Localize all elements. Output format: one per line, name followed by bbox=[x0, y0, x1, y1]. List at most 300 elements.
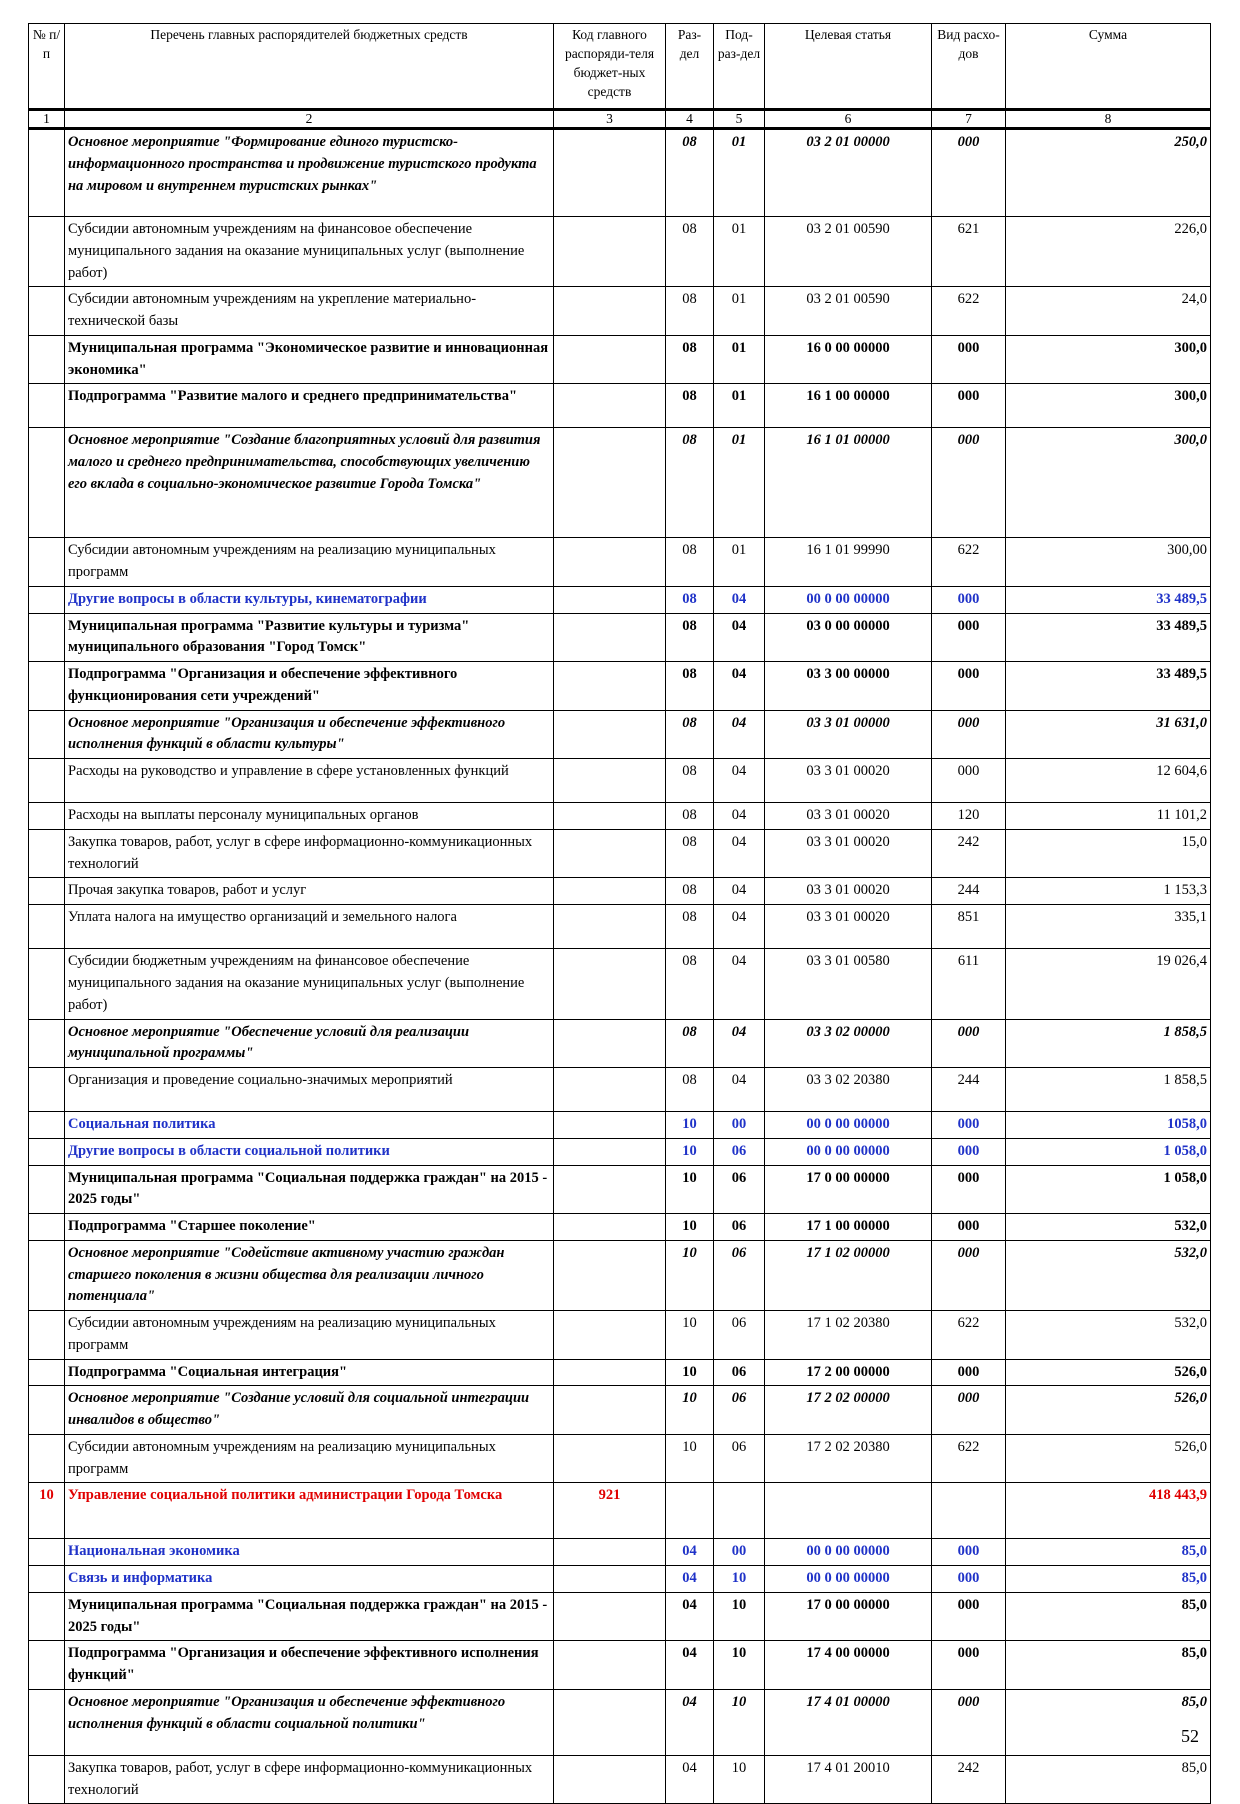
row-expense-type: 611 bbox=[932, 949, 1006, 1019]
row-expense-type: 000 bbox=[932, 1592, 1006, 1641]
row-subsection: 04 bbox=[714, 613, 765, 662]
row-number bbox=[29, 129, 65, 217]
row-sum: 300,0 bbox=[1006, 384, 1211, 428]
row-code bbox=[554, 129, 666, 217]
row-subsection: 01 bbox=[714, 287, 765, 336]
row-number bbox=[29, 428, 65, 538]
row-sum: 526,0 bbox=[1006, 1386, 1211, 1435]
row-target-article: 17 4 00 00000 bbox=[765, 1641, 932, 1690]
row-sum: 300,0 bbox=[1006, 428, 1211, 538]
row-subsection: 04 bbox=[714, 759, 765, 803]
row-subsection: 01 bbox=[714, 384, 765, 428]
row-sum: 1 858,5 bbox=[1006, 1068, 1211, 1112]
column-number: 7 bbox=[932, 110, 1006, 129]
row-section: 08 bbox=[666, 1019, 714, 1068]
budget-table bbox=[28, 23, 1211, 1804]
row-expense-type: 000 bbox=[932, 1386, 1006, 1435]
row-code bbox=[554, 829, 666, 878]
table-row bbox=[29, 1483, 1211, 1539]
row-target-article: 03 3 01 00020 bbox=[765, 803, 932, 830]
row-target-article: 03 0 00 00000 bbox=[765, 613, 932, 662]
table-row bbox=[29, 1138, 1211, 1165]
row-sum: 33 489,5 bbox=[1006, 662, 1211, 711]
row-name: Основное мероприятие "Формирование единого туристско-информационного пространства и продвижение туристского продукта на мировом и внутреннем туристских рынках" bbox=[65, 129, 554, 217]
row-sum: 19 026,4 bbox=[1006, 949, 1211, 1019]
table-row bbox=[29, 335, 1211, 384]
table-row bbox=[29, 1689, 1211, 1755]
row-target-article: 03 3 01 00020 bbox=[765, 829, 932, 878]
header-code: Код главного распоряди-теля бюджет-ных средств bbox=[554, 24, 666, 110]
row-section: 08 bbox=[666, 428, 714, 538]
table-row bbox=[29, 1386, 1211, 1435]
row-sum: 85,0 bbox=[1006, 1566, 1211, 1593]
table-row bbox=[29, 1240, 1211, 1310]
row-name: Подпрограмма "Развитие малого и среднего предпринимательства" bbox=[65, 384, 554, 428]
table-body bbox=[29, 129, 1211, 1804]
row-expense-type: 244 bbox=[932, 878, 1006, 905]
row-section: 08 bbox=[666, 662, 714, 711]
table-row bbox=[29, 710, 1211, 759]
table-row bbox=[29, 1112, 1211, 1139]
table-row bbox=[29, 428, 1211, 538]
row-target-article: 00 0 00 00000 bbox=[765, 586, 932, 613]
row-name: Муниципальная программа "Социальная поддержка граждан" на 2015 - 2025 годы" bbox=[65, 1592, 554, 1641]
row-sum: 33 489,5 bbox=[1006, 613, 1211, 662]
header-target-article: Целевая статья bbox=[765, 24, 932, 110]
row-sum: 85,0 bbox=[1006, 1689, 1211, 1755]
row-code bbox=[554, 1165, 666, 1214]
row-number bbox=[29, 710, 65, 759]
row-code bbox=[554, 1019, 666, 1068]
table-row bbox=[29, 1566, 1211, 1593]
row-target-article: 03 3 00 00000 bbox=[765, 662, 932, 711]
row-section: 08 bbox=[666, 538, 714, 587]
row-target-article: 00 0 00 00000 bbox=[765, 1566, 932, 1593]
row-subsection: 04 bbox=[714, 662, 765, 711]
column-number: 6 bbox=[765, 110, 932, 129]
row-subsection: 06 bbox=[714, 1359, 765, 1386]
column-number: 5 bbox=[714, 110, 765, 129]
row-name: Социальная политика bbox=[65, 1112, 554, 1139]
row-name: Прочая закупка товаров, работ и услуг bbox=[65, 878, 554, 905]
row-name: Основное мероприятие "Обеспечение условий для реализации муниципальной программы" bbox=[65, 1019, 554, 1068]
row-expense-type: 622 bbox=[932, 1434, 1006, 1483]
table-row bbox=[29, 217, 1211, 287]
row-name: Закупка товаров, работ, услуг в сфере информационно-коммуникационных технологий bbox=[65, 1755, 554, 1804]
header-sum: Сумма bbox=[1006, 24, 1211, 110]
row-name: Расходы на руководство и управление в сфере установленных функций bbox=[65, 759, 554, 803]
row-expense-type: 621 bbox=[932, 217, 1006, 287]
row-name: Подпрограмма "Старшее поколение" bbox=[65, 1214, 554, 1241]
row-expense-type: 000 bbox=[932, 1641, 1006, 1690]
row-number: 10 bbox=[29, 1483, 65, 1539]
row-code bbox=[554, 217, 666, 287]
row-sum: 335,1 bbox=[1006, 905, 1211, 949]
row-section: 10 bbox=[666, 1386, 714, 1435]
row-name: Другие вопросы в области культуры, кинематографии bbox=[65, 586, 554, 613]
row-section: 04 bbox=[666, 1592, 714, 1641]
row-number bbox=[29, 905, 65, 949]
row-target-article: 03 3 01 00020 bbox=[765, 878, 932, 905]
row-section: 08 bbox=[666, 949, 714, 1019]
row-target-article: 03 3 02 20380 bbox=[765, 1068, 932, 1112]
row-subsection: 04 bbox=[714, 878, 765, 905]
row-subsection: 06 bbox=[714, 1311, 765, 1360]
row-name: Субсидии автономным учреждениям на реализацию муниципальных программ bbox=[65, 1434, 554, 1483]
row-code bbox=[554, 803, 666, 830]
row-section: 08 bbox=[666, 335, 714, 384]
row-number bbox=[29, 1592, 65, 1641]
row-section: 08 bbox=[666, 287, 714, 336]
row-code bbox=[554, 1386, 666, 1435]
row-name: Национальная экономика bbox=[65, 1539, 554, 1566]
column-number: 8 bbox=[1006, 110, 1211, 129]
row-code bbox=[554, 878, 666, 905]
row-sum: 1 858,5 bbox=[1006, 1019, 1211, 1068]
table-row bbox=[29, 1311, 1211, 1360]
row-code bbox=[554, 1311, 666, 1360]
table-header-row bbox=[29, 24, 1211, 110]
row-sum: 526,0 bbox=[1006, 1434, 1211, 1483]
row-sum: 532,0 bbox=[1006, 1240, 1211, 1310]
row-expense-type: 000 bbox=[932, 1214, 1006, 1241]
table-row bbox=[29, 803, 1211, 830]
row-name: Субсидии автономным учреждениям на реализацию муниципальных программ bbox=[65, 1311, 554, 1360]
row-target-article: 17 4 01 00000 bbox=[765, 1689, 932, 1755]
row-target-article: 16 1 00 00000 bbox=[765, 384, 932, 428]
header-list: Перечень главных распорядителей бюджетных средств bbox=[65, 24, 554, 110]
row-expense-type: 000 bbox=[932, 1359, 1006, 1386]
row-expense-type: 000 bbox=[932, 384, 1006, 428]
row-subsection: 00 bbox=[714, 1539, 765, 1566]
column-number: 4 bbox=[666, 110, 714, 129]
row-name: Основное мероприятие "Создание благоприятных условий для развития малого и среднего предпринимательства, способствующих увеличению его вклада в социально-экономическое развитие Города Томска" bbox=[65, 428, 554, 538]
row-sum: 532,0 bbox=[1006, 1214, 1211, 1241]
row-code bbox=[554, 1359, 666, 1386]
row-target-article: 03 2 01 00000 bbox=[765, 129, 932, 217]
row-subsection: 04 bbox=[714, 1019, 765, 1068]
row-expense-type: 000 bbox=[932, 1138, 1006, 1165]
row-target-article bbox=[765, 1483, 932, 1539]
row-number bbox=[29, 1019, 65, 1068]
column-number: 1 bbox=[29, 110, 65, 129]
row-number bbox=[29, 217, 65, 287]
row-section: 04 bbox=[666, 1641, 714, 1690]
row-number bbox=[29, 1755, 65, 1804]
row-sum: 1 058,0 bbox=[1006, 1138, 1211, 1165]
row-target-article: 00 0 00 00000 bbox=[765, 1539, 932, 1566]
row-subsection: 10 bbox=[714, 1566, 765, 1593]
row-target-article: 03 3 01 00020 bbox=[765, 905, 932, 949]
row-section: 10 bbox=[666, 1112, 714, 1139]
row-sum: 250,0 bbox=[1006, 129, 1211, 217]
row-name: Основное мероприятие "Создание условий для социальной интеграции инвалидов в общество" bbox=[65, 1386, 554, 1435]
table-row bbox=[29, 384, 1211, 428]
row-subsection: 01 bbox=[714, 538, 765, 587]
row-expense-type: 000 bbox=[932, 586, 1006, 613]
row-expense-type: 622 bbox=[932, 1311, 1006, 1360]
row-sum: 85,0 bbox=[1006, 1592, 1211, 1641]
table-row bbox=[29, 1214, 1211, 1241]
row-subsection: 06 bbox=[714, 1214, 765, 1241]
row-number bbox=[29, 878, 65, 905]
row-subsection: 06 bbox=[714, 1434, 765, 1483]
row-section: 04 bbox=[666, 1566, 714, 1593]
row-code bbox=[554, 287, 666, 336]
row-subsection: 06 bbox=[714, 1138, 765, 1165]
row-sum: 300,00 bbox=[1006, 538, 1211, 587]
row-section: 08 bbox=[666, 217, 714, 287]
row-section: 08 bbox=[666, 829, 714, 878]
table-row bbox=[29, 1434, 1211, 1483]
row-section: 08 bbox=[666, 1068, 714, 1112]
row-number bbox=[29, 803, 65, 830]
row-name: Субсидии автономным учреждениям на реализацию муниципальных программ bbox=[65, 538, 554, 587]
row-number bbox=[29, 1566, 65, 1593]
row-subsection: 06 bbox=[714, 1165, 765, 1214]
row-code bbox=[554, 335, 666, 384]
table-row bbox=[29, 538, 1211, 587]
row-code bbox=[554, 1755, 666, 1804]
table-row bbox=[29, 129, 1211, 217]
row-expense-type: 000 bbox=[932, 1539, 1006, 1566]
column-number-row bbox=[29, 110, 1211, 129]
table-row bbox=[29, 287, 1211, 336]
row-number bbox=[29, 335, 65, 384]
row-number bbox=[29, 1641, 65, 1690]
row-subsection bbox=[714, 1483, 765, 1539]
row-subsection: 04 bbox=[714, 829, 765, 878]
row-expense-type: 851 bbox=[932, 905, 1006, 949]
row-section: 10 bbox=[666, 1165, 714, 1214]
row-sum: 532,0 bbox=[1006, 1311, 1211, 1360]
row-section: 04 bbox=[666, 1539, 714, 1566]
row-target-article: 03 2 01 00590 bbox=[765, 287, 932, 336]
row-expense-type: 000 bbox=[932, 1566, 1006, 1593]
row-name: Основное мероприятие "Организация и обеспечение эффективного исполнения функций в области социальной политики" bbox=[65, 1689, 554, 1755]
table-row bbox=[29, 1592, 1211, 1641]
row-name: Закупка товаров, работ, услуг в сфере информационно-коммуникационных технологий bbox=[65, 829, 554, 878]
row-sum: 85,0 bbox=[1006, 1641, 1211, 1690]
row-sum: 226,0 bbox=[1006, 217, 1211, 287]
table-row bbox=[29, 1165, 1211, 1214]
row-code bbox=[554, 1138, 666, 1165]
row-subsection: 04 bbox=[714, 710, 765, 759]
row-subsection: 10 bbox=[714, 1592, 765, 1641]
row-name: Субсидии автономным учреждениям на финансовое обеспечение муниципального задания на оказание муниципальных услуг (выполнение работ) bbox=[65, 217, 554, 287]
row-section: 08 bbox=[666, 586, 714, 613]
header-subsection: Под-раз-дел bbox=[714, 24, 765, 110]
row-section: 10 bbox=[666, 1434, 714, 1483]
row-section: 10 bbox=[666, 1311, 714, 1360]
column-number: 3 bbox=[554, 110, 666, 129]
row-target-article: 17 1 02 20380 bbox=[765, 1311, 932, 1360]
row-expense-type: 000 bbox=[932, 1019, 1006, 1068]
row-subsection: 04 bbox=[714, 905, 765, 949]
row-expense-type: 000 bbox=[932, 710, 1006, 759]
row-section: 08 bbox=[666, 803, 714, 830]
row-subsection: 01 bbox=[714, 129, 765, 217]
table-row bbox=[29, 1359, 1211, 1386]
row-target-article: 00 0 00 00000 bbox=[765, 1112, 932, 1139]
row-sum: 1 058,0 bbox=[1006, 1165, 1211, 1214]
table-row bbox=[29, 1068, 1211, 1112]
row-code bbox=[554, 759, 666, 803]
row-sum: 85,0 bbox=[1006, 1755, 1211, 1804]
row-expense-type: 000 bbox=[932, 1689, 1006, 1755]
row-name: Расходы на выплаты персоналу муниципальных органов bbox=[65, 803, 554, 830]
row-expense-type bbox=[932, 1483, 1006, 1539]
row-section: 08 bbox=[666, 129, 714, 217]
table-row bbox=[29, 1019, 1211, 1068]
row-code bbox=[554, 1641, 666, 1690]
row-expense-type: 000 bbox=[932, 1112, 1006, 1139]
row-sum: 300,0 bbox=[1006, 335, 1211, 384]
row-expense-type: 000 bbox=[932, 1165, 1006, 1214]
row-code bbox=[554, 1434, 666, 1483]
row-number bbox=[29, 1214, 65, 1241]
row-subsection: 04 bbox=[714, 1068, 765, 1112]
row-sum: 85,0 bbox=[1006, 1539, 1211, 1566]
row-section bbox=[666, 1483, 714, 1539]
row-number bbox=[29, 1689, 65, 1755]
row-expense-type: 000 bbox=[932, 335, 1006, 384]
row-name: Уплата налога на имущество организаций и земельного налога bbox=[65, 905, 554, 949]
row-subsection: 06 bbox=[714, 1240, 765, 1310]
row-subsection: 04 bbox=[714, 586, 765, 613]
row-code bbox=[554, 1689, 666, 1755]
row-subsection: 10 bbox=[714, 1641, 765, 1690]
row-section: 08 bbox=[666, 613, 714, 662]
row-number bbox=[29, 1434, 65, 1483]
table-row bbox=[29, 759, 1211, 803]
header-expense-type: Вид расхо-дов bbox=[932, 24, 1006, 110]
row-number bbox=[29, 759, 65, 803]
row-target-article: 03 3 02 00000 bbox=[765, 1019, 932, 1068]
row-subsection: 04 bbox=[714, 803, 765, 830]
row-code bbox=[554, 538, 666, 587]
row-subsection: 10 bbox=[714, 1689, 765, 1755]
row-code bbox=[554, 428, 666, 538]
page-number: 52 bbox=[1181, 1726, 1199, 1746]
row-target-article: 03 2 01 00590 bbox=[765, 217, 932, 287]
row-expense-type: 000 bbox=[932, 428, 1006, 538]
row-target-article: 03 3 01 00000 bbox=[765, 710, 932, 759]
row-expense-type: 120 bbox=[932, 803, 1006, 830]
row-number bbox=[29, 1165, 65, 1214]
row-expense-type: 000 bbox=[932, 662, 1006, 711]
row-sum: 24,0 bbox=[1006, 287, 1211, 336]
row-target-article: 16 1 01 00000 bbox=[765, 428, 932, 538]
row-expense-type: 000 bbox=[932, 129, 1006, 217]
row-code bbox=[554, 710, 666, 759]
row-number bbox=[29, 538, 65, 587]
row-sum: 12 604,6 bbox=[1006, 759, 1211, 803]
row-code bbox=[554, 1112, 666, 1139]
row-name: Подпрограмма "Социальная интеграция" bbox=[65, 1359, 554, 1386]
table-row bbox=[29, 878, 1211, 905]
row-code bbox=[554, 1592, 666, 1641]
row-expense-type: 242 bbox=[932, 1755, 1006, 1804]
row-name: Подпрограмма "Организация и обеспечение эффективного функционирования сети учреждений" bbox=[65, 662, 554, 711]
row-name: Организация и проведение социально-значимых мероприятий bbox=[65, 1068, 554, 1112]
row-name: Другие вопросы в области социальной политики bbox=[65, 1138, 554, 1165]
row-expense-type: 000 bbox=[932, 759, 1006, 803]
row-number bbox=[29, 586, 65, 613]
header-section: Раз-дел bbox=[666, 24, 714, 110]
row-number bbox=[29, 662, 65, 711]
row-sum: 418 443,9 bbox=[1006, 1483, 1211, 1539]
row-number bbox=[29, 1386, 65, 1435]
row-section: 10 bbox=[666, 1359, 714, 1386]
row-target-article: 17 2 02 00000 bbox=[765, 1386, 932, 1435]
row-target-article: 17 1 00 00000 bbox=[765, 1214, 932, 1241]
row-code bbox=[554, 662, 666, 711]
table-row bbox=[29, 905, 1211, 949]
row-name: Основное мероприятие "Организация и обеспечение эффективного исполнения функций в области культуры" bbox=[65, 710, 554, 759]
row-code bbox=[554, 613, 666, 662]
row-number bbox=[29, 384, 65, 428]
row-target-article: 00 0 00 00000 bbox=[765, 1138, 932, 1165]
row-expense-type: 622 bbox=[932, 538, 1006, 587]
row-name: Муниципальная программа "Развитие культуры и туризма" муниципального образования "Город Томск" bbox=[65, 613, 554, 662]
row-name: Подпрограмма "Организация и обеспечение эффективного исполнения функций" bbox=[65, 1641, 554, 1690]
row-number bbox=[29, 1138, 65, 1165]
row-code bbox=[554, 949, 666, 1019]
table-row bbox=[29, 662, 1211, 711]
row-section: 08 bbox=[666, 759, 714, 803]
row-sum: 15,0 bbox=[1006, 829, 1211, 878]
row-name: Субсидии бюджетным учреждениям на финансовое обеспечение муниципального задания на оказание муниципальных услуг (выполнение работ) bbox=[65, 949, 554, 1019]
row-target-article: 17 4 01 20010 bbox=[765, 1755, 932, 1804]
row-number bbox=[29, 1068, 65, 1112]
row-code bbox=[554, 1240, 666, 1310]
row-code: 921 bbox=[554, 1483, 666, 1539]
row-name: Субсидии автономным учреждениям на укрепление материально-технической базы bbox=[65, 287, 554, 336]
row-sum: 526,0 bbox=[1006, 1359, 1211, 1386]
row-target-article: 03 3 01 00020 bbox=[765, 759, 932, 803]
row-sum: 31 631,0 bbox=[1006, 710, 1211, 759]
row-number bbox=[29, 949, 65, 1019]
row-code bbox=[554, 384, 666, 428]
row-section: 10 bbox=[666, 1138, 714, 1165]
row-target-article: 17 1 02 00000 bbox=[765, 1240, 932, 1310]
row-number bbox=[29, 287, 65, 336]
row-expense-type: 000 bbox=[932, 613, 1006, 662]
row-section: 10 bbox=[666, 1240, 714, 1310]
row-name: Связь и информатика bbox=[65, 1566, 554, 1593]
table-row bbox=[29, 949, 1211, 1019]
row-number bbox=[29, 613, 65, 662]
row-subsection: 06 bbox=[714, 1386, 765, 1435]
row-number bbox=[29, 1359, 65, 1386]
row-code bbox=[554, 1068, 666, 1112]
row-target-article: 03 3 01 00580 bbox=[765, 949, 932, 1019]
row-section: 08 bbox=[666, 384, 714, 428]
row-section: 08 bbox=[666, 878, 714, 905]
row-subsection: 01 bbox=[714, 428, 765, 538]
table-row bbox=[29, 1755, 1211, 1804]
row-target-article: 17 0 00 00000 bbox=[765, 1165, 932, 1214]
row-section: 04 bbox=[666, 1755, 714, 1804]
row-sum: 1058,0 bbox=[1006, 1112, 1211, 1139]
row-number bbox=[29, 829, 65, 878]
row-name: Муниципальная программа "Экономическое развитие и инновационная экономика" bbox=[65, 335, 554, 384]
row-code bbox=[554, 1214, 666, 1241]
row-section: 04 bbox=[666, 1689, 714, 1755]
row-subsection: 01 bbox=[714, 217, 765, 287]
row-expense-type: 242 bbox=[932, 829, 1006, 878]
